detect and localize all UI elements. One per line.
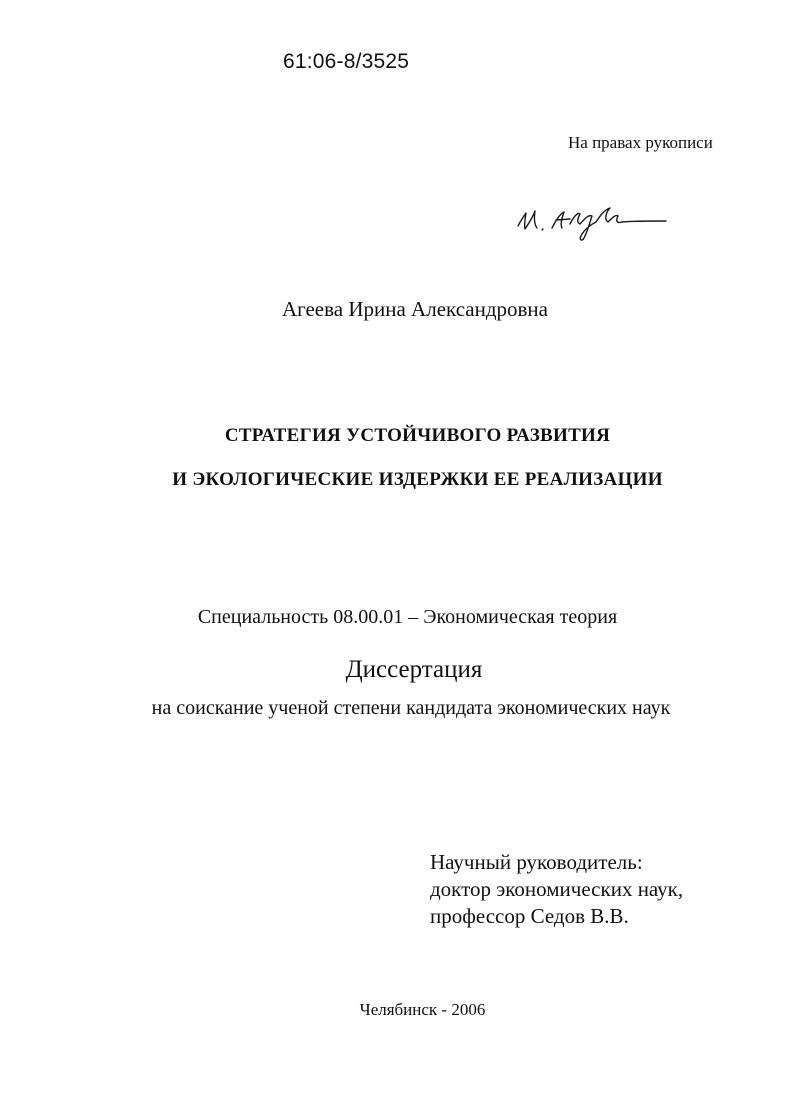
- rights-note: На правах рукописи: [568, 133, 713, 152]
- dissertation-title-line-2: И ЭКОЛОГИЧЕСКИЕ ИЗДЕРЖКИ ЕЕ РЕАЛИЗАЦИИ: [172, 469, 663, 490]
- author-name: Агеева Ирина Александровна: [281, 297, 548, 321]
- supervisor-degree: доктор экономических наук,: [430, 877, 684, 901]
- dissertation-title-line-1: СТРАТЕГИЯ УСТОЙЧИВОГО РАЗВИТИЯ: [224, 425, 611, 446]
- supervisor-name: профессор Седов В.В.: [430, 904, 629, 928]
- place-and-year: Челябинск - 2006: [359, 1000, 486, 1019]
- supervisor-label: Научный руководитель:: [430, 850, 643, 874]
- document-type: Диссертация: [345, 656, 483, 683]
- handwritten-signature: [512, 190, 672, 245]
- catalog-code: 61:06-8/3525: [283, 50, 410, 73]
- degree-sought: на соискание ученой степени кандидата экономических наук: [151, 697, 671, 719]
- specialty: Специальность 08.00.01 – Экономическая теория: [197, 606, 618, 628]
